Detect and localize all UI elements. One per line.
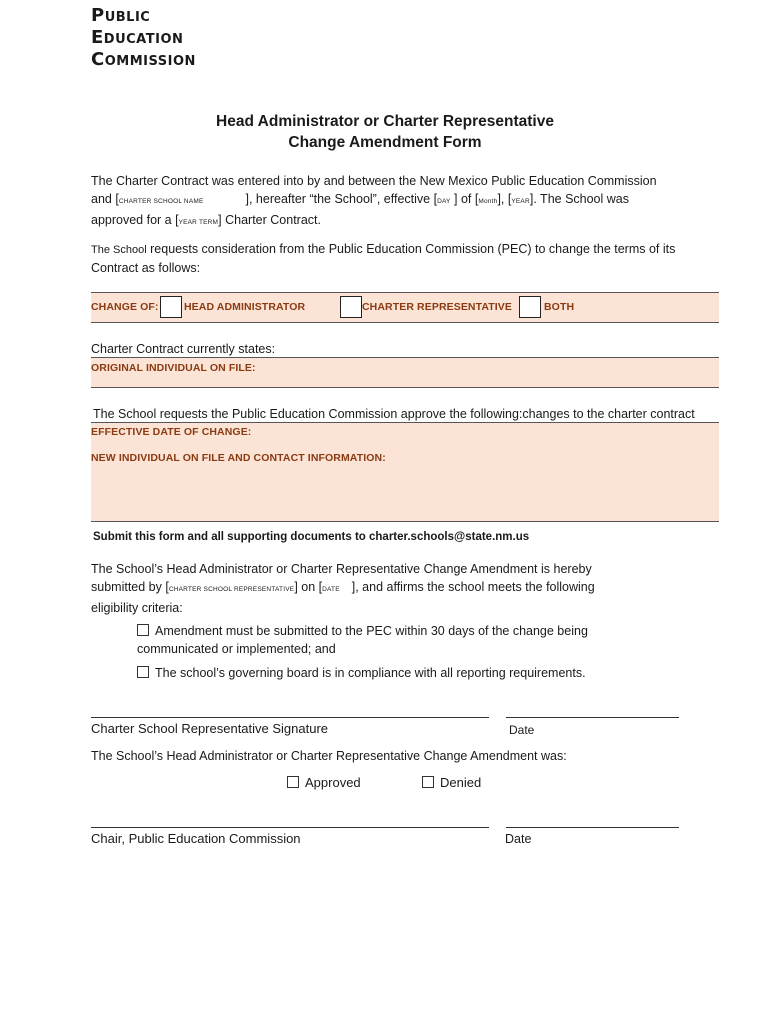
affirm-paragraph: The School’s Head Administrator or Charter Representative Change Amendment is hereby submitted by [CHARTER SCHOOL REPRESENTATIVE] on [DATE ], and affirms the school meets the following eligibility criteria: [91, 562, 595, 615]
head-administrator-checkbox[interactable] [160, 296, 182, 318]
effective-date-label: EFFECTIVE DATE OF CHANGE: [91, 426, 252, 438]
date-field[interactable]: DATE [322, 586, 340, 593]
representative-date-label: Date [509, 723, 535, 737]
amendment-was-text: The School’s Head Administrator or Charter Representative Change Amendment was: [91, 749, 567, 763]
divider [91, 387, 719, 388]
submit-instructions: Submit this form and all supporting documents to charter.schools@state.nm.us [93, 531, 530, 543]
intro-line-1: The Charter Contract was entered into by and between the New Mexico Public Education Commission [91, 174, 657, 188]
year-field[interactable]: YEAR [511, 198, 530, 205]
representative-signature-line[interactable] [91, 717, 489, 718]
divider [91, 521, 719, 522]
chair-signature-line[interactable] [91, 827, 489, 828]
chair-date-label: Date [505, 832, 532, 846]
org-line-1: Public [91, 5, 151, 26]
request-line-2: Contract as follows: [91, 261, 201, 275]
charter-representative-checkbox[interactable] [340, 296, 362, 318]
representative-field[interactable]: CHARTER SCHOOL REPRESENTATIVE [168, 586, 295, 593]
chair-signature-label: Chair, Public Education Commission [91, 831, 301, 846]
intro-line-3: approved for a [YEAR TERM] Charter Contract. [91, 213, 321, 227]
criteria-item-2: The school’s governing board is in compliance with all reporting requirements. [137, 664, 586, 682]
original-individual-label: ORIGINAL INDIVIDUAL ON FILE: [91, 362, 256, 374]
divider [91, 322, 719, 323]
denied-checkbox[interactable] [422, 776, 434, 788]
current-states-text: Charter Contract currently states: [91, 342, 276, 356]
org-line-2: Education [91, 27, 184, 48]
school-name-field[interactable]: CHARTER SCHOOL NAME [118, 198, 204, 205]
request-paragraph: The School requests consideration from the Public Education Commission (PEC) to change the terms of its Contract as follows: [91, 242, 676, 275]
chair-date-line[interactable] [506, 827, 679, 828]
head-administrator-label: HEAD ADMINISTRATOR [184, 301, 306, 313]
organization-name [91, 5, 196, 71]
criteria-1-checkbox[interactable] [137, 624, 149, 636]
approved-option: Approved [287, 775, 361, 790]
charter-representative-label: CHARTER REPRESENTATIVE [362, 301, 512, 313]
denied-option: Denied [422, 775, 481, 790]
divider [91, 292, 719, 293]
representative-date-line[interactable] [506, 717, 679, 718]
intro-line-2: and [CHARTER SCHOOL NAME ], hereafter “the School”, effective [DAY ] of [Month], [YEAR]. The School was [91, 192, 629, 206]
new-individual-label: NEW INDIVIDUAL ON FILE AND CONTACT INFORMATION: [91, 452, 386, 464]
approved-checkbox[interactable] [287, 776, 299, 788]
the-school-text: The School [91, 244, 147, 256]
month-field[interactable]: Month [478, 198, 498, 205]
intro-paragraph [91, 172, 657, 232]
org-line-3: Commission [91, 49, 196, 70]
day-field[interactable]: DAY [437, 198, 451, 205]
criteria-2-checkbox[interactable] [137, 666, 149, 678]
criteria-item-1: Amendment must be submitted to the PEC within 30 days of the change being communicated or implemented; and [137, 624, 588, 656]
representative-signature-label: Charter School Representative Signature [91, 721, 329, 736]
approve-request-text: The School requests the Public Education Commission approve the following:changes to the charter contract [93, 407, 695, 421]
year-term-field[interactable]: YEAR TERM [178, 219, 219, 226]
change-of-label: CHANGE OF: [91, 301, 159, 313]
both-checkbox[interactable] [519, 296, 541, 318]
form-title-line-2: Change Amendment Form [288, 134, 482, 151]
form-title-line-1: Head Administrator or Charter Representative [216, 113, 554, 130]
both-label: BOTH [544, 301, 575, 313]
